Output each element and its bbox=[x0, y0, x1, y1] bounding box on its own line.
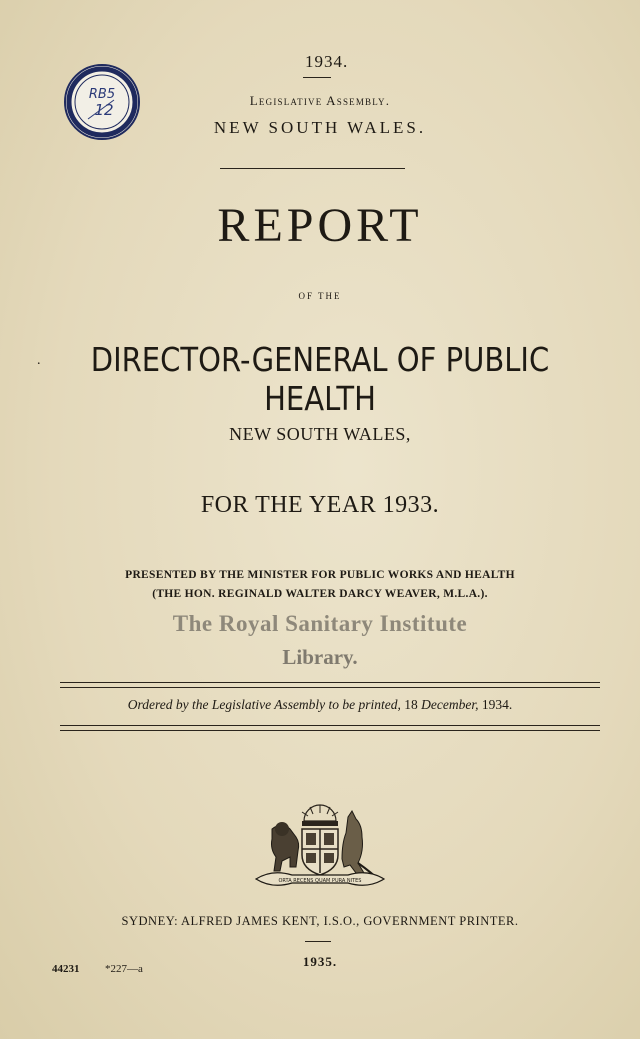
state-name: NEW SOUTH WALES, bbox=[229, 424, 411, 444]
coat-of-arms-icon bbox=[252, 803, 388, 891]
library-stamp-line-2: Library. bbox=[282, 645, 358, 669]
ordered-day: 18 bbox=[404, 697, 418, 712]
print-code-left: 44231 bbox=[52, 963, 80, 975]
header-year: 1934. bbox=[305, 52, 349, 71]
svg-text:12: 12 bbox=[94, 101, 114, 119]
presented-line-2: (THE HON. REGINALD WALTER DARCY WEAVER, M.L.A.). bbox=[152, 588, 488, 600]
footer-rule bbox=[305, 941, 331, 942]
office-title: DIRECTOR-GENERAL OF PUBLIC HEALTH bbox=[90, 340, 550, 418]
double-rule-top bbox=[60, 682, 600, 688]
footer-year: 1935. bbox=[302, 954, 338, 969]
ordered-year: 1934. bbox=[481, 697, 513, 712]
report-period: FOR THE YEAR 1933. bbox=[200, 492, 440, 518]
print-code-right: *227—a bbox=[105, 963, 143, 975]
house-name: Legislative Assembly. bbox=[249, 93, 391, 108]
bullet-mark: . bbox=[37, 353, 41, 368]
library-stamp-line-1: The Royal Sanitary Institute bbox=[172, 611, 468, 636]
title-rule bbox=[220, 168, 405, 169]
double-rule-bottom bbox=[60, 725, 600, 731]
of-the-label: OF THE bbox=[298, 291, 342, 301]
report-title: REPORT bbox=[217, 199, 423, 252]
header-state: NEW SOUTH WALES. bbox=[213, 118, 427, 137]
ordered-statement bbox=[80, 697, 560, 713]
ordered-text: Ordered by the Legislative Assembly to be printed, bbox=[127, 697, 401, 712]
ordered-month: December, bbox=[421, 697, 479, 712]
header-rule bbox=[303, 77, 331, 78]
printer-imprint: SYDNEY: ALFRED JAMES KENT, I.S.O., GOVERNMENT PRINTER. bbox=[121, 914, 519, 928]
svg-text:RB5: RB5 bbox=[88, 87, 116, 102]
presented-by bbox=[60, 566, 580, 604]
presented-line-1: PRESENTED BY THE MINISTER FOR PUBLIC WORKS AND HEALTH bbox=[125, 569, 515, 581]
library-seal-icon bbox=[62, 62, 142, 142]
svg-text:ORTA RECENS QUAM PURA NITES: ORTA RECENS QUAM PURA NITES bbox=[278, 878, 362, 884]
